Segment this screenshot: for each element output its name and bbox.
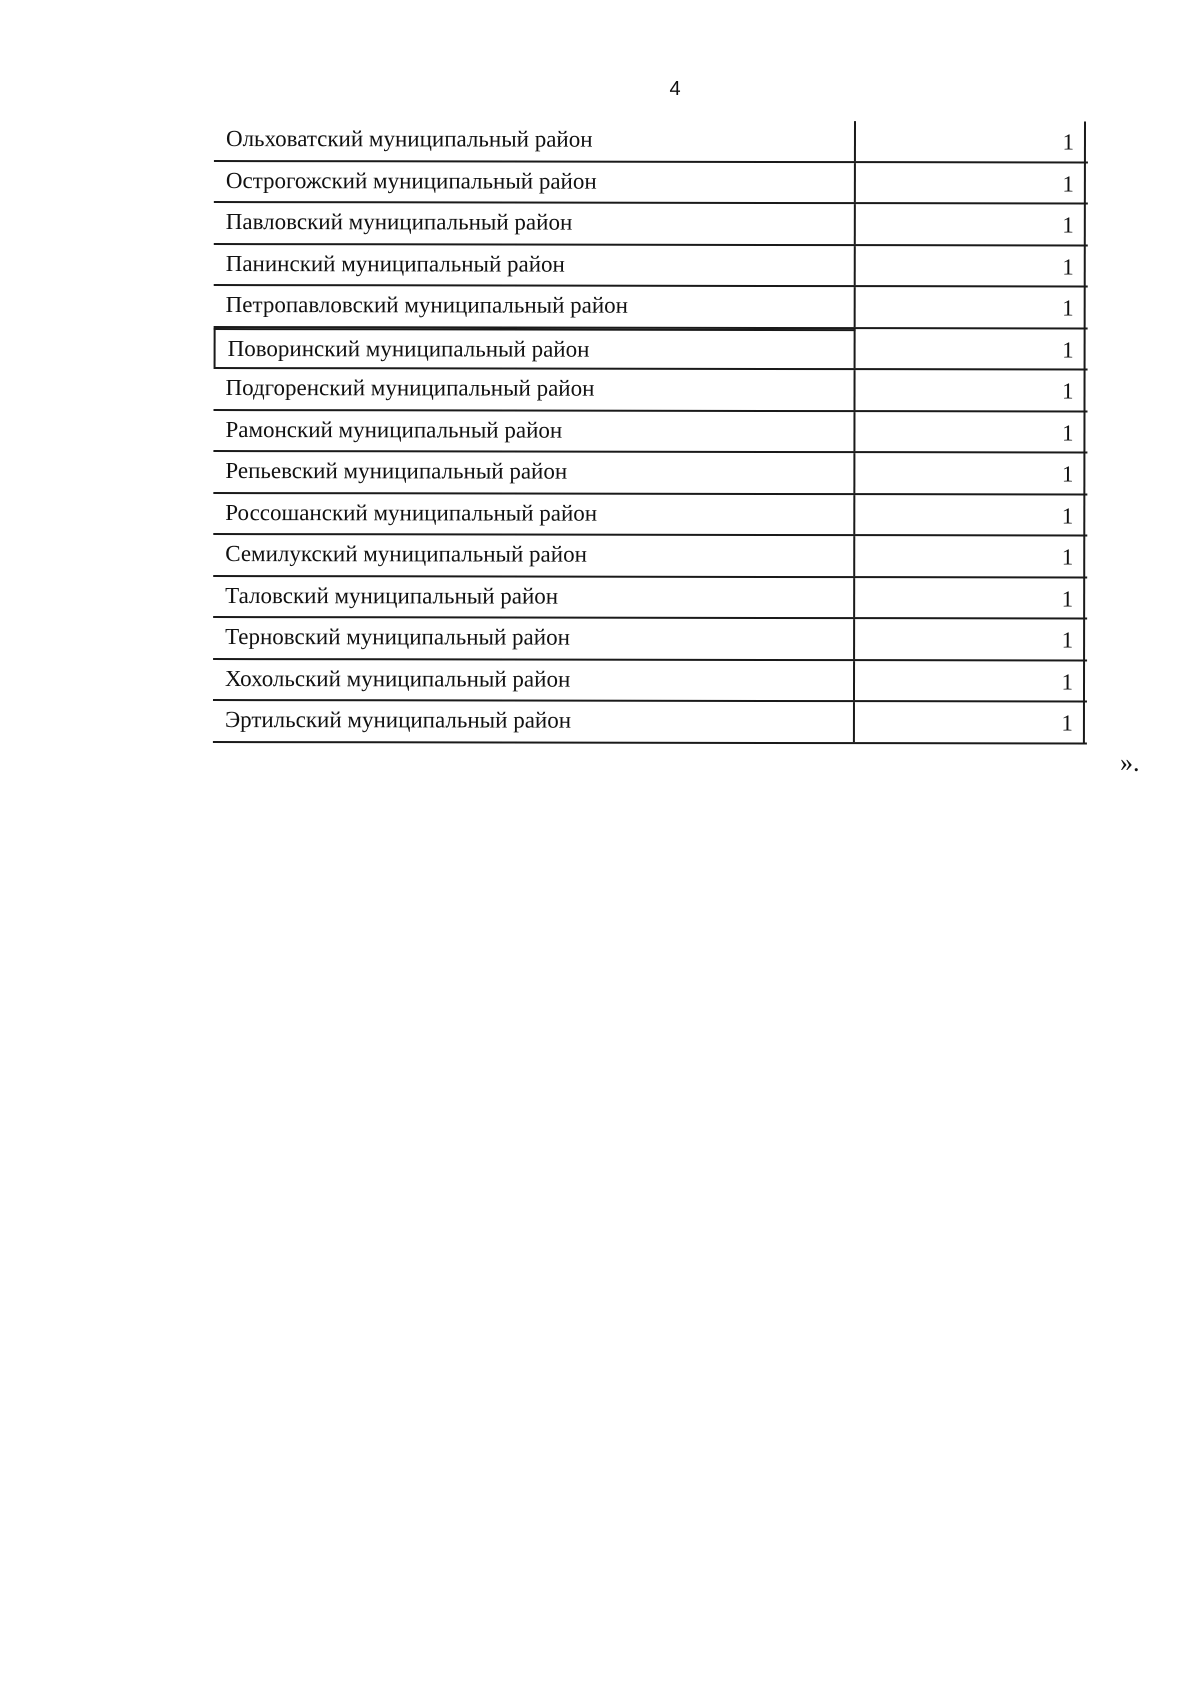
district-value: 1 [856,246,1086,286]
district-value: 1 [855,453,1085,493]
district-name: Поворинский муниципальный район [214,327,856,368]
table-row [213,659,1087,702]
district-value: 1 [855,578,1085,618]
table-row [214,244,1088,287]
table-row [214,120,1088,163]
table-row [213,576,1087,619]
table-row [213,701,1087,744]
district-value: 1 [856,329,1086,369]
district-value: 1 [856,163,1086,203]
districts-table [213,120,1088,744]
district-name: Таловский муниципальный район [213,576,855,617]
district-value: 1 [855,370,1085,410]
table-row [213,535,1087,578]
district-name: Панинский муниципальный район [214,244,856,285]
table-row [214,286,1088,329]
district-name: Рамонский муниципальный район [213,410,855,451]
district-value: 1 [855,495,1085,535]
table-row [213,410,1087,453]
closing-quote-mark: ». [1120,748,1140,777]
table-row [213,493,1087,536]
district-name: Эртильский муниципальный район [213,701,855,742]
district-value: 1 [855,536,1085,576]
district-name: Павловский муниципальный район [214,203,856,244]
table-row [213,618,1087,661]
district-value: 1 [856,204,1086,244]
district-value: 1 [855,661,1085,701]
district-value: 1 [855,619,1085,659]
district-name: Репьевский муниципальный район [213,452,855,493]
table-row [213,369,1087,412]
district-name: Ольховатский муниципальный район [214,120,856,161]
district-value: 1 [856,121,1086,161]
district-name: Подгоренский муниципальный район [213,369,855,410]
district-name: Хохольский муниципальный район [213,659,855,700]
district-value: 1 [856,287,1086,327]
table-row [214,161,1088,204]
district-name: Семилукский муниципальный район [213,535,855,576]
district-name: Петропавловский муниципальный район [214,286,856,327]
district-name: Терновский муниципальный район [213,618,855,659]
table-row [214,327,1088,370]
page-number: 4 [669,78,681,100]
district-value: 1 [855,702,1085,742]
table-row [213,452,1087,495]
district-value: 1 [855,412,1085,452]
district-name: Россошанский муниципальный район [213,493,855,534]
district-name: Острогожский муниципальный район [214,161,856,202]
table-row [214,203,1088,246]
